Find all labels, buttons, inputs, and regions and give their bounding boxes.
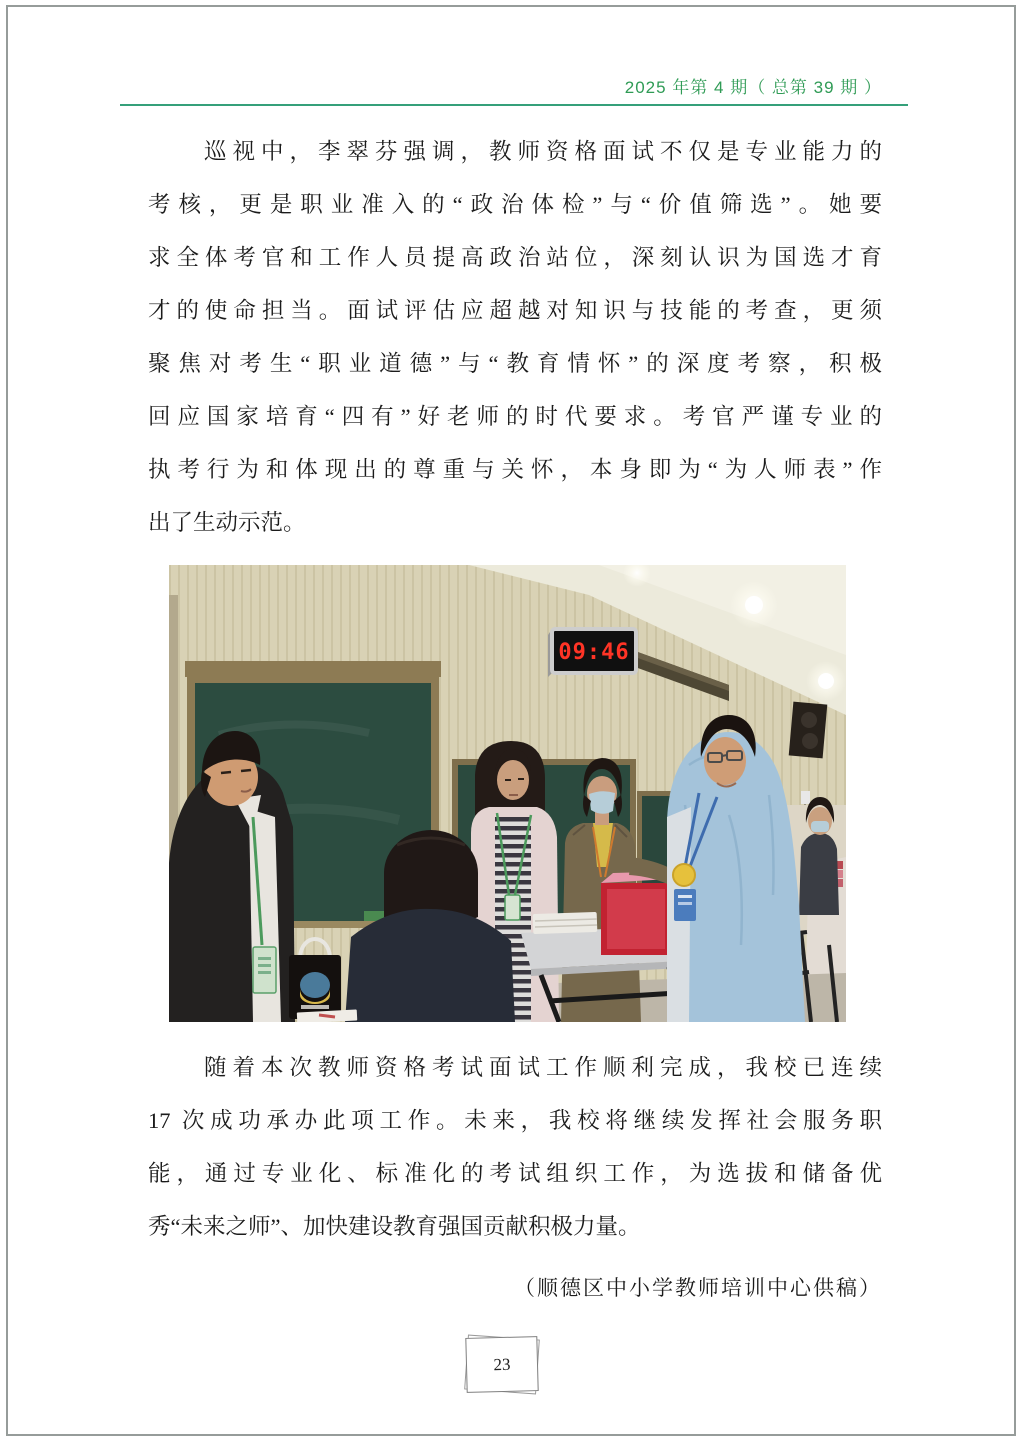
paragraph-1 [148, 125, 882, 549]
clock-time: 09:46 [558, 640, 630, 665]
wall-clock [548, 629, 636, 677]
paragraph-2-line: 随着本次教师资格考试面试工作顺利完成，我校已连续 [204, 1055, 882, 1080]
paragraph-2-line: 能，通过专业化、标准化的考试组织工作，为选拔和储备优 [148, 1161, 882, 1186]
paragraph-1-line: 求全体考官和工作人员提高政治站位，深刻认识为国选才育 [148, 245, 882, 270]
paragraph-2-line: 秀“未来之师”、加快建设教育强国贡献积极力量。 [148, 1214, 641, 1239]
page-number: 23 [465, 1336, 538, 1393]
paragraph-1-line: 出了生动示范。 [148, 510, 306, 535]
paragraph-1-line: 考核，更是职业准入的“政治体检”与“价值筛选”。她要 [148, 192, 882, 217]
books-on-table [533, 912, 598, 934]
paragraph-1-line: 聚焦对考生“职业道德”与“教育情怀”的深度考察，积极 [148, 351, 882, 376]
paragraph-1-line: 回应国家培育“四有”好老师的时代要求。考官严谨专业的 [148, 404, 882, 429]
issue-label: 2025 年第 4 期（ 总第 39 期 ） [624, 78, 882, 97]
header-rule [120, 104, 908, 106]
paragraph-1-line: 才的使命担当。面试评估应超越对知识与技能的考查，更须 [148, 298, 882, 323]
paragraph-1-line: 巡视中，李翠芬强调，教师资格面试不仅是专业能力的 [204, 139, 882, 164]
paragraph-2-line: 17 次成功承办此项工作。未来，我校将继续发挥社会服务职 [148, 1108, 882, 1133]
page-number-frame [466, 1337, 538, 1392]
paragraph-1-line: 执考行为和体现出的尊重与关怀，本身即为“为人师表”作 [148, 457, 882, 482]
paragraph-2 [148, 1041, 882, 1253]
attribution: （顺德区中小学教师培训中心供稿） [514, 1276, 882, 1300]
speaker-box [789, 702, 828, 759]
classroom-photo [169, 565, 846, 1022]
